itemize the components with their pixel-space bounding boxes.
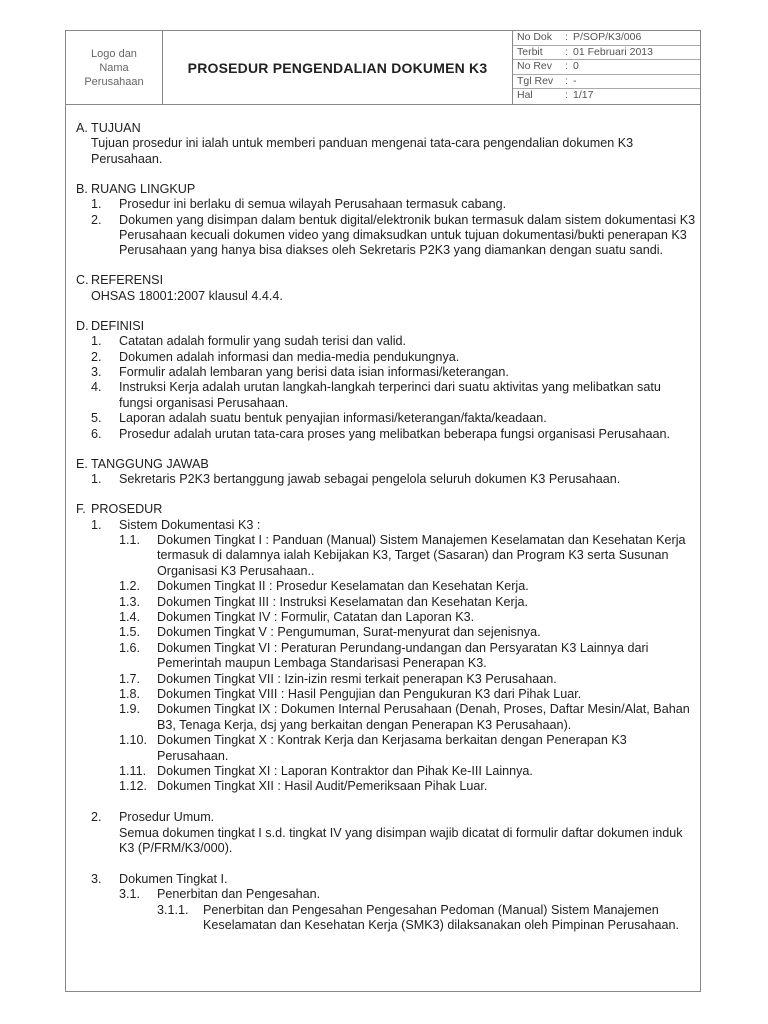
sublist-number: 1.10. [119, 733, 148, 748]
document-page [65, 30, 701, 992]
list-item [76, 365, 696, 380]
list-text: Sekretaris P2K3 bertanggung jawab sebagai pengelola seluruh dokumen K3 Perusahaan. [119, 472, 621, 487]
sublist-item [76, 533, 696, 579]
logo-line: Perusahaan [84, 75, 144, 88]
section-text: Tujuan prosedur ini ialah untuk memberi panduan mengenai tata-cara pengendalian dokumen K3 Perusahaan. [91, 136, 634, 166]
meta-colon: : [565, 89, 568, 102]
sublist-text: Dokumen Tingkat IX : Dokumen Internal Perusahaan (Denah, Proses, Daftar Mesin/Alat, Bahan B3, Tenaga Kerja, dsj yang berkaitan dengan Penerapan K3 Perusahaan). [157, 702, 690, 732]
list-item [76, 197, 696, 212]
meta-value: 1/17 [573, 89, 594, 102]
company-logo-placeholder [66, 31, 163, 104]
section-referensi [76, 273, 696, 304]
section-title: PROSEDUR [91, 502, 163, 517]
meta-row-no-rev [513, 60, 700, 75]
section-definisi [76, 319, 696, 442]
list-item [76, 518, 696, 533]
section-letter: F. [76, 502, 86, 517]
sublist-number: 1.12. [119, 779, 148, 794]
list-text: Sistem Dokumentasi K3 : [119, 517, 261, 532]
section-letter: E. [76, 456, 88, 471]
list-text: Instruksi Kerja adalah urutan langkah-langkah terperinci dari suatu aktivitas yang melibatkan satu fungsi organisasi Perusahaan. [119, 380, 661, 410]
meta-value: - [573, 74, 577, 87]
list-text: Prosedur ini berlaku di semua wilayah Perusahaan termasuk cabang. [119, 197, 507, 212]
section-letter: C. [76, 273, 89, 288]
list-number: 2. [91, 349, 102, 364]
section-title: REFERENSI [91, 273, 164, 288]
sublist-item [76, 672, 696, 687]
sublist-number: 1.8. [119, 686, 141, 701]
meta-colon: : [565, 74, 568, 87]
list-text: Dokumen adalah informasi dan media-media pendukungnya. [119, 349, 460, 364]
section-tanggung-jawab [76, 457, 696, 488]
sublist-number: 1.5. [119, 625, 141, 640]
list-number: 2. [91, 212, 102, 227]
subsublist-item [76, 903, 696, 934]
section-ruang-lingkup [76, 182, 696, 259]
meta-row-hal [513, 89, 700, 104]
section-title: TANGGUNG JAWAB [91, 456, 209, 471]
list-number: 1. [91, 334, 102, 349]
sublist-text: Dokumen Tingkat IV : Formulir, Catatan dan Laporan K3. [157, 609, 475, 624]
section-letter: B. [76, 181, 88, 196]
list-item [76, 472, 696, 487]
section-title: DEFINISI [91, 318, 145, 333]
sublist-text: Dokumen Tingkat VII : Izin-izin resmi terkait penerapan K3 Perusahaan. [157, 671, 557, 686]
list-text: Prosedur adalah urutan tata-cara proses yang melibatkan beberapa fungsi organisasi Perusahaan. [119, 426, 670, 441]
list-number: 5. [91, 411, 102, 426]
sublist-number: 1.6. [119, 640, 141, 655]
sublist-number: 3.1. [119, 887, 141, 902]
meta-key: Hal [517, 89, 533, 102]
sublist-number: 1.9. [119, 702, 141, 717]
sublist-text: Dokumen Tingkat II : Prosedur Keselamatan dan Kesehatan Kerja. [157, 579, 529, 594]
sublist-item [76, 733, 696, 764]
list-item [76, 334, 696, 349]
sublist-text: Dokumen Tingkat V : Pengumuman, Surat-menyurat dan sejenisnya. [157, 625, 541, 640]
subsublist-text: Penerbitan dan Pengesahan Pengesahan Pedoman (Manual) Sistem Manajemen Keselamatan dan Kesehatan Kerja (SMK3) dilaksanakan oleh Pimpinan Perusahaan. [203, 902, 680, 933]
list-number: 1. [91, 517, 102, 532]
meta-key: Tgl Rev [517, 74, 554, 87]
sublist-text: Dokumen Tingkat XII : Hasil Audit/Pemeriksaan Pihak Luar. [157, 779, 488, 794]
list-text: Dokumen Tingkat I. [119, 871, 228, 886]
logo-line: Logo dan [91, 47, 137, 60]
section-prosedur [76, 502, 696, 933]
sublist-text: Dokumen Tingkat X : Kontrak Kerja dan Kerjasama berkaitan dengan Penerapan K3 Perusahaan. [157, 733, 627, 763]
sublist-number: 1.1. [119, 532, 141, 547]
meta-row-no-dok [513, 31, 700, 46]
sublist-text: Dokumen Tingkat VI : Peraturan Perundang-undangan dan Persyaratan K3 Lainnya dari Pemerintah maupun Lembaga Standarisasi Penerapan K3. [157, 640, 649, 671]
list-text: Prosedur Umum. [119, 810, 215, 825]
sublist-number: 1.4. [119, 609, 141, 624]
section-letter: D. [76, 318, 89, 333]
list-number: 1. [91, 472, 102, 487]
sublist-item [76, 687, 696, 702]
logo-line: Nama [99, 61, 129, 74]
sublist-text: Dokumen Tingkat III : Instruksi Keselamatan dan Kesehatan Kerja. [157, 594, 529, 609]
list-item [76, 427, 696, 442]
sublist-item [76, 641, 696, 672]
sublist-item [76, 887, 696, 902]
sublist-item [76, 610, 696, 625]
sublist-item [76, 764, 696, 779]
list-number: 3. [91, 365, 102, 380]
document-header [66, 31, 700, 105]
document-title: PROSEDUR PENGENDALIAN DOKUMEN K3 [187, 59, 488, 76]
list-text: Laporan adalah suatu bentuk penyajian informasi/keterangan/fakta/keadaan. [119, 411, 547, 426]
sublist-item [76, 579, 696, 594]
list-text: Formulir adalah lembaran yang berisi data isian informasi/keterangan. [119, 365, 509, 380]
meta-colon: : [565, 45, 568, 58]
list-item [76, 213, 696, 259]
list-number: 3. [91, 871, 102, 886]
list-text: Dokumen yang disimpan dalam bentuk digital/elektronik bukan termasuk dalam sistem dokumentasi K3 Perusahaan kecuali dokumen video yang dimaksudkan untuk tujuan dokumentasi/bukti penerapan K3 Perusahaan yang hanya bisa diakses oleh Sekretaris P2K3 yang diamankan dengan suatu sandi. [119, 212, 696, 258]
sublist-number: 1.11. [119, 764, 147, 778]
sublist-item [76, 625, 696, 640]
list-number: 4. [91, 380, 102, 395]
document-meta-table [512, 31, 700, 104]
list-item [76, 380, 696, 411]
meta-key: Terbit [517, 45, 543, 58]
meta-key: No Dok [517, 31, 553, 43]
section-text: OHSAS 18001:2007 klausul 4.4.4. [91, 288, 283, 303]
meta-value: 01 Februari 2013 [573, 45, 653, 58]
list-item [76, 411, 696, 426]
list-number: 1. [91, 197, 102, 212]
list-paragraph: Semua dokumen tingkat I s.d. tingkat IV yang disimpan wajib dicatat di formulir daftar dokumen induk K3 (P/FRM/K3/000). [119, 825, 683, 856]
list-text: Catatan adalah formulir yang sudah terisi dan valid. [119, 334, 407, 349]
list-item [76, 810, 696, 825]
document-body [76, 121, 696, 948]
meta-colon: : [565, 31, 568, 43]
section-tujuan [76, 121, 696, 167]
meta-row-tgl-rev [513, 75, 700, 90]
section-title: TUJUAN [91, 121, 141, 135]
meta-value: P/SOP/K3/006 [573, 31, 642, 43]
sublist-text: Dokumen Tingkat XI : Laporan Kontraktor dan Pihak Ke-III Lainnya. [157, 764, 533, 778]
sublist-text: Dokumen Tingkat I : Panduan (Manual) Sistem Manajemen Keselamatan dan Kesehatan Kerja termasuk di dalamnya ialah Kebijakan K3, Target (Sasaran) dan Program K3 serta Susunan Organisasi K3 Perusahaan.. [157, 532, 686, 578]
subsublist-number: 3.1.1. [157, 902, 189, 917]
sublist-number: 1.2. [119, 579, 141, 594]
section-letter: A. [76, 121, 88, 135]
sublist-item [76, 702, 696, 733]
section-title: RUANG LINGKUP [91, 181, 196, 196]
list-number: 2. [91, 810, 102, 825]
sublist-text: Penerbitan dan Pengesahan. [157, 887, 321, 902]
sublist-item [76, 779, 696, 794]
sublist-text: Dokumen Tingkat VIII : Hasil Pengujian dan Pengukuran K3 dari Pihak Luar. [157, 686, 582, 701]
list-number: 6. [91, 426, 102, 441]
list-item [76, 350, 696, 365]
sublist-item [76, 595, 696, 610]
sublist-number: 1.3. [119, 594, 141, 609]
list-item [76, 872, 696, 887]
meta-row-terbit [513, 46, 700, 61]
meta-value: 0 [573, 60, 579, 73]
meta-key: No Rev [517, 60, 553, 73]
sublist-number: 1.7. [119, 671, 141, 686]
meta-colon: : [565, 60, 568, 73]
